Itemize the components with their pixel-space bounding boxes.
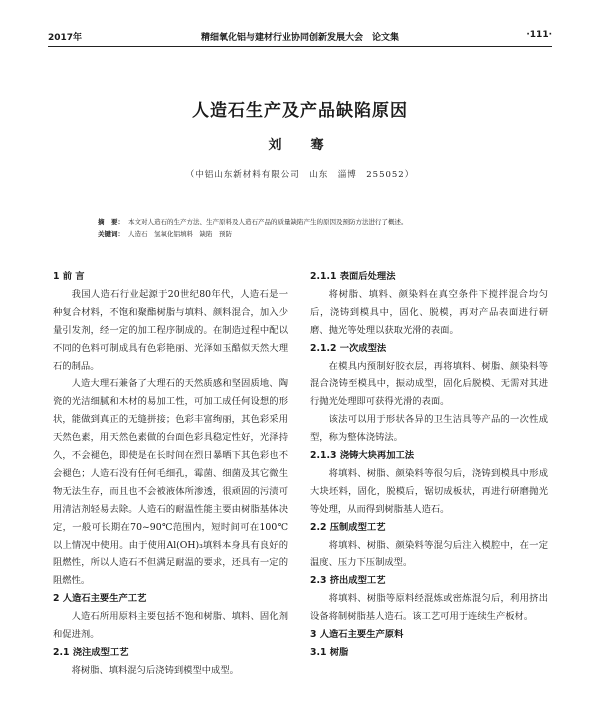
section-heading: 2.1.2 一次成型法 [310, 342, 387, 354]
abstract-line [98, 216, 530, 228]
body-paragraph: 将填料、树脂、颜染料等混匀后注入模腔中，在一定温度、压力下压制成型。 [310, 539, 548, 569]
right-column [310, 268, 548, 662]
author-affiliation: （中铝山东新材料有限公司 山东 淄博 255052） [185, 170, 415, 180]
paper-title: 人造石生产及产品缺陷原因 [192, 101, 408, 121]
keywords-label: 关键词： [98, 230, 124, 238]
section-heading: 2.2 压制成型工艺 [310, 521, 386, 533]
header-page-number: ·111· [526, 30, 552, 40]
section-heading: 2 人造石主要生产工艺 [53, 593, 147, 605]
paper-author: 刘 骞 [268, 138, 332, 153]
body-paragraph: 将填料、树脂、颜染料等很匀后，浇铸到模具中形成大块坯料，固化，脱模后，锯切成板状，再进行研磨抛光等处理，从而得到树脂基人造石。 [310, 467, 548, 515]
section-heading: 2.1.3 浇铸大块再加工法 [310, 450, 415, 462]
body-paragraph: 人造大理石兼备了大理石的天然质感和坚固质地、陶瓷的光洁细腻和木材的易加工性，可加工成任何设想的形状，能做到真正的无缝拼接；色彩丰富绚丽，其色彩采用天然色素，用天然色素做的台面色彩具稳定性好，光泽持久，不会褪色，即使是在长时间在烈日暴晒下其色彩也不会褪色；人造石没有任何毛细孔，霉菌、细菌及其它微生物无法生存，而且也不会被液体所渗透，很顽固的污渍可用清洁剂轻易去除。人造石的耐温性能主要由树脂基体决定，一般可长期在70~90℃范围内，短时间可在100℃以上情况中使用。由于使用Al(OH)₃填料本身具有良好的阻燃性，所以人造石不但满足耐温的要求，还具有一定的阻燃性。 [53, 378, 288, 587]
header-year: 2017年 [48, 33, 83, 43]
keywords-text: 人造石 氢氧化铝填料 缺陷 预防 [128, 230, 232, 238]
body-paragraph: 将填料、树脂等原料经混炼或密炼混匀后，利用挤出设备将制树脂基人造石。该工艺可用于连续生产板材。 [310, 593, 548, 623]
body-paragraph: 人造石所用原料主要包括不饱和树脂、填料、固化剂和促进剂。 [53, 611, 288, 641]
body-paragraph: 该法可以用于形状各异的卫生洁具等产品的一次性成型，称为整体浇铸法。 [310, 414, 548, 444]
section-heading: 1 前 言 [53, 271, 85, 282]
header-conference: 精细氧化铝与建材行业协同创新发展大会 论文集 [200, 33, 399, 43]
body-paragraph: 我国人造石行业起源于20世纪80年代，人造石是一种复合材料，不饱和聚酯树脂与填料、颜料混合，加入少量引发剂，经一定的加工程序制成的。在制造过程中配以不同的色料可制成具有色彩艳丽、光泽如玉酷似天然大理石的制品。 [53, 288, 288, 372]
left-column [53, 268, 288, 680]
keywords-line [98, 228, 530, 240]
body-paragraph: 将树脂、填料混匀后浇铸到模型中成型。 [71, 664, 239, 676]
section-heading: 3 人造石主要生产原料 [310, 629, 404, 641]
abstract-block [98, 216, 530, 240]
body-paragraph: 在模具内预制好胶衣层，再将填料、树脂、颜染料等混合浇铸至模具中，振动成型，固化后脱模、无需对其进行抛光处理即可获得光滑的表面。 [310, 360, 548, 408]
section-heading: 2.1 浇注成型工艺 [53, 647, 129, 658]
section-heading: 2.1.1 表面后处理法 [310, 271, 396, 282]
section-heading: 2.3 挤出成型工艺 [310, 575, 386, 587]
body-paragraph: 将树脂、填料、颜染料在真空条件下搅拌混合均匀后，浇铸到模具中，固化、脱模，再对产品表面进行研磨、抛光等处理以获取光滑的表面。 [310, 288, 548, 336]
header-rule [48, 46, 552, 47]
section-heading: 3.1 树脂 [310, 646, 349, 658]
running-header [48, 30, 552, 44]
abstract-label: 摘 要： [98, 218, 124, 226]
abstract-text: 本文对人造石的生产方法、生产原料及人造石产品的质量缺陷产生的原因及预防方法进行了概述。 [128, 218, 408, 226]
